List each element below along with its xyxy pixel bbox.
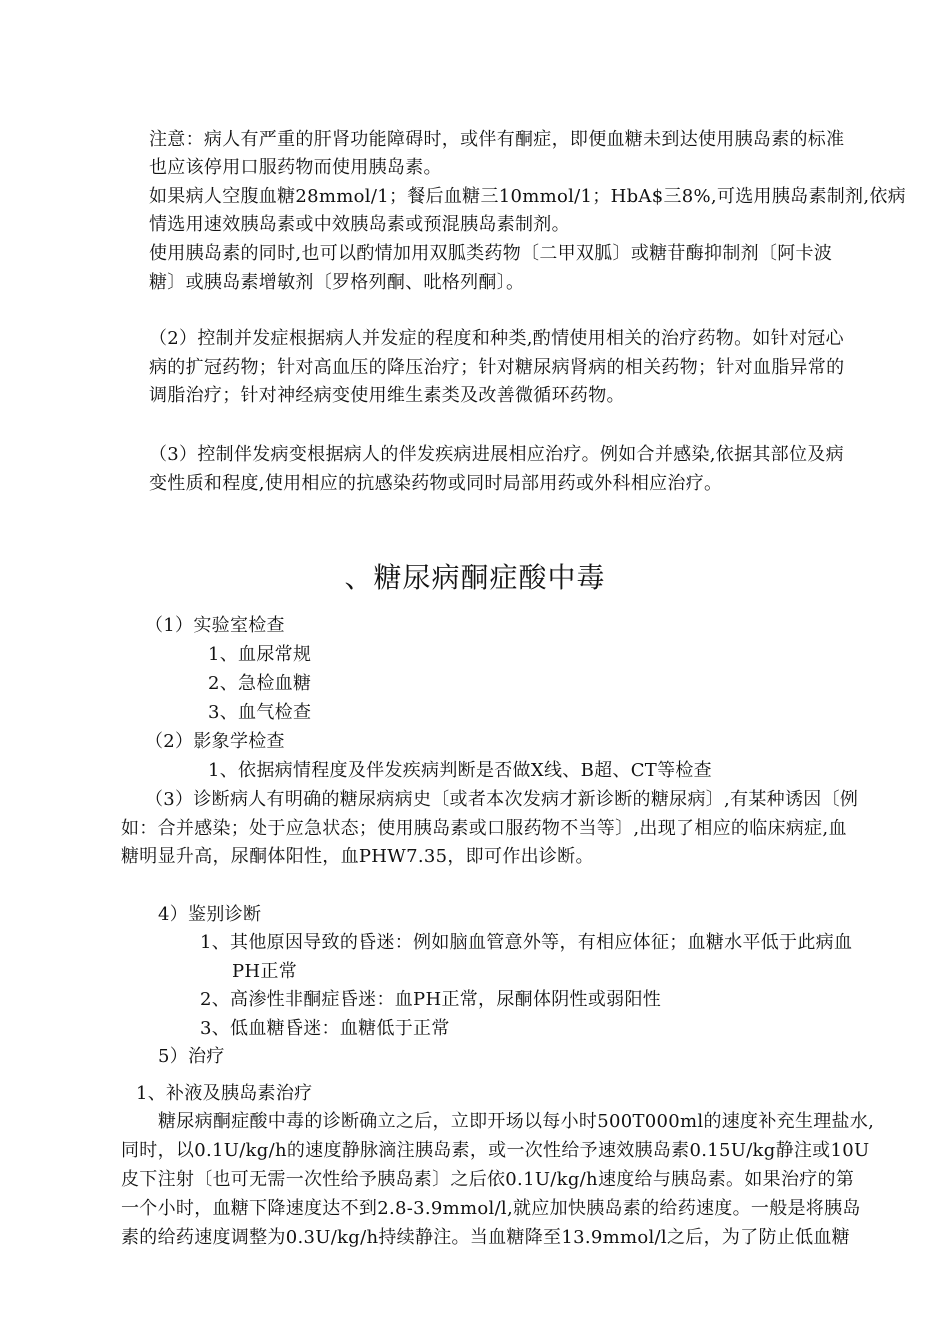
diagnosis-line-2: 如：合并感染；处于应急状态；使用胰岛素或口服药物不当等〕,出现了相应的临床病症,血 (121, 818, 847, 839)
section-title: 、糖尿病酮症酸中毒 (344, 561, 606, 594)
complication-line-3: 调脂治疗；针对神经病变使用维生素类及改善微循环药物。 (149, 385, 625, 406)
differential-item-2: 2、高渗性非酮症昏迷：血PH正常，尿酮体阴性或弱阳性 (200, 989, 662, 1010)
note-line-3: 如果病人空腹血糖28mmol/1；餐后血糖三10mmol/1；HbA$三8%,可选用胰岛素制剂,依病 (149, 186, 906, 207)
treatment-sub: 1、补液及胰岛素治疗 (136, 1083, 313, 1104)
lab-item-3: 3、血气检查 (208, 702, 312, 723)
complication-line-1: （2）控制并发症根据病人并发症的程度和种类,酌情使用相关的治疗药物。如针对冠心 (149, 328, 844, 349)
treatment-line-3: 皮下注射〔也可无需一次性给予胰岛素〕之后依0.1U/kg/h速度给与胰岛素。如果治疗的第 (121, 1169, 855, 1190)
imaging-heading: （2）影象学检查 (145, 731, 285, 752)
note-line-5: 使用胰岛素的同时,也可以酌情加用双胍类药物〔二甲双胍〕或糖苷酶抑制剂〔阿卡波 (149, 243, 833, 264)
treatment-line-2: 同时，以0.1U/kg/h的速度静脉滴注胰岛素，或一次性给予速效胰岛素0.15U/kg静注或10U (121, 1140, 870, 1161)
differential-item-1: 1、其他原因导致的昏迷：例如脑血管意外等，有相应体征；血糖水平低于此病血 (200, 932, 853, 953)
note-line-2: 也应该停用口服药物而使用胰岛素。 (149, 157, 442, 178)
note-line-4: 情选用速效胰岛素或中效胰岛素或预混胰岛素制剂。 (149, 214, 570, 235)
lab-item-1: 1、血尿常规 (208, 644, 312, 665)
imaging-item: 1、依据病情程度及伴发疾病判断是否做X线、B超、CT等检查 (208, 760, 712, 781)
comorbidity-line-1: （3）控制伴发病变根据病人的伴发疾病进展相应治疗。例如合并感染,依据其部位及病 (149, 444, 844, 465)
differential-item-1-cont: PH正常 (232, 961, 298, 982)
treatment-line-1: 糖尿病酮症酸中毒的诊断确立之后，立即开场以每小时500T000ml的速度补充生理盐水, (158, 1111, 875, 1132)
treatment-heading: 5）治疗 (158, 1046, 225, 1067)
treatment-line-4: 一个小时，血糖下降速度达不到2.8-3.9mmol/l,就应加快胰岛素的给药速度。一般是将胰岛 (121, 1198, 861, 1219)
diagnosis-line-1: （3）诊断病人有明确的糖尿病病史〔或者本次发病才新诊断的糖尿病〕,有某种诱因〔例 (145, 789, 859, 810)
lab-heading: （1）实验室检查 (145, 615, 285, 636)
comorbidity-line-2: 变性质和程度,使用相应的抗感染药物或同时局部用药或外科相应治疗。 (149, 473, 723, 494)
lab-item-2: 2、急检血糖 (208, 673, 312, 694)
differential-heading: 4）鉴别诊断 (158, 904, 262, 925)
differential-item-3: 3、低血糖昏迷：血糖低于正常 (200, 1018, 450, 1039)
note-line-6: 糖〕或胰岛素增敏剂〔罗格列酮、吡格列酮〕。 (149, 272, 525, 293)
note-line-1: 注意：病人有严重的肝肾功能障碍时，或伴有酮症，即便血糖未到达使用胰岛素的标准 (149, 129, 845, 150)
treatment-line-5: 素的给药速度调整为0.3U/kg/h持续静注。当血糖降至13.9mmol/l之后，为了防止低血糖 (121, 1227, 850, 1248)
diagnosis-line-3: 糖明显升高，尿酮体阳性，血PHW7.35，即可作出诊断。 (121, 846, 594, 867)
complication-line-2: 病的扩冠药物；针对高血压的降压治疗；针对糖尿病肾病的相关药物；针对血脂异常的 (149, 357, 845, 378)
